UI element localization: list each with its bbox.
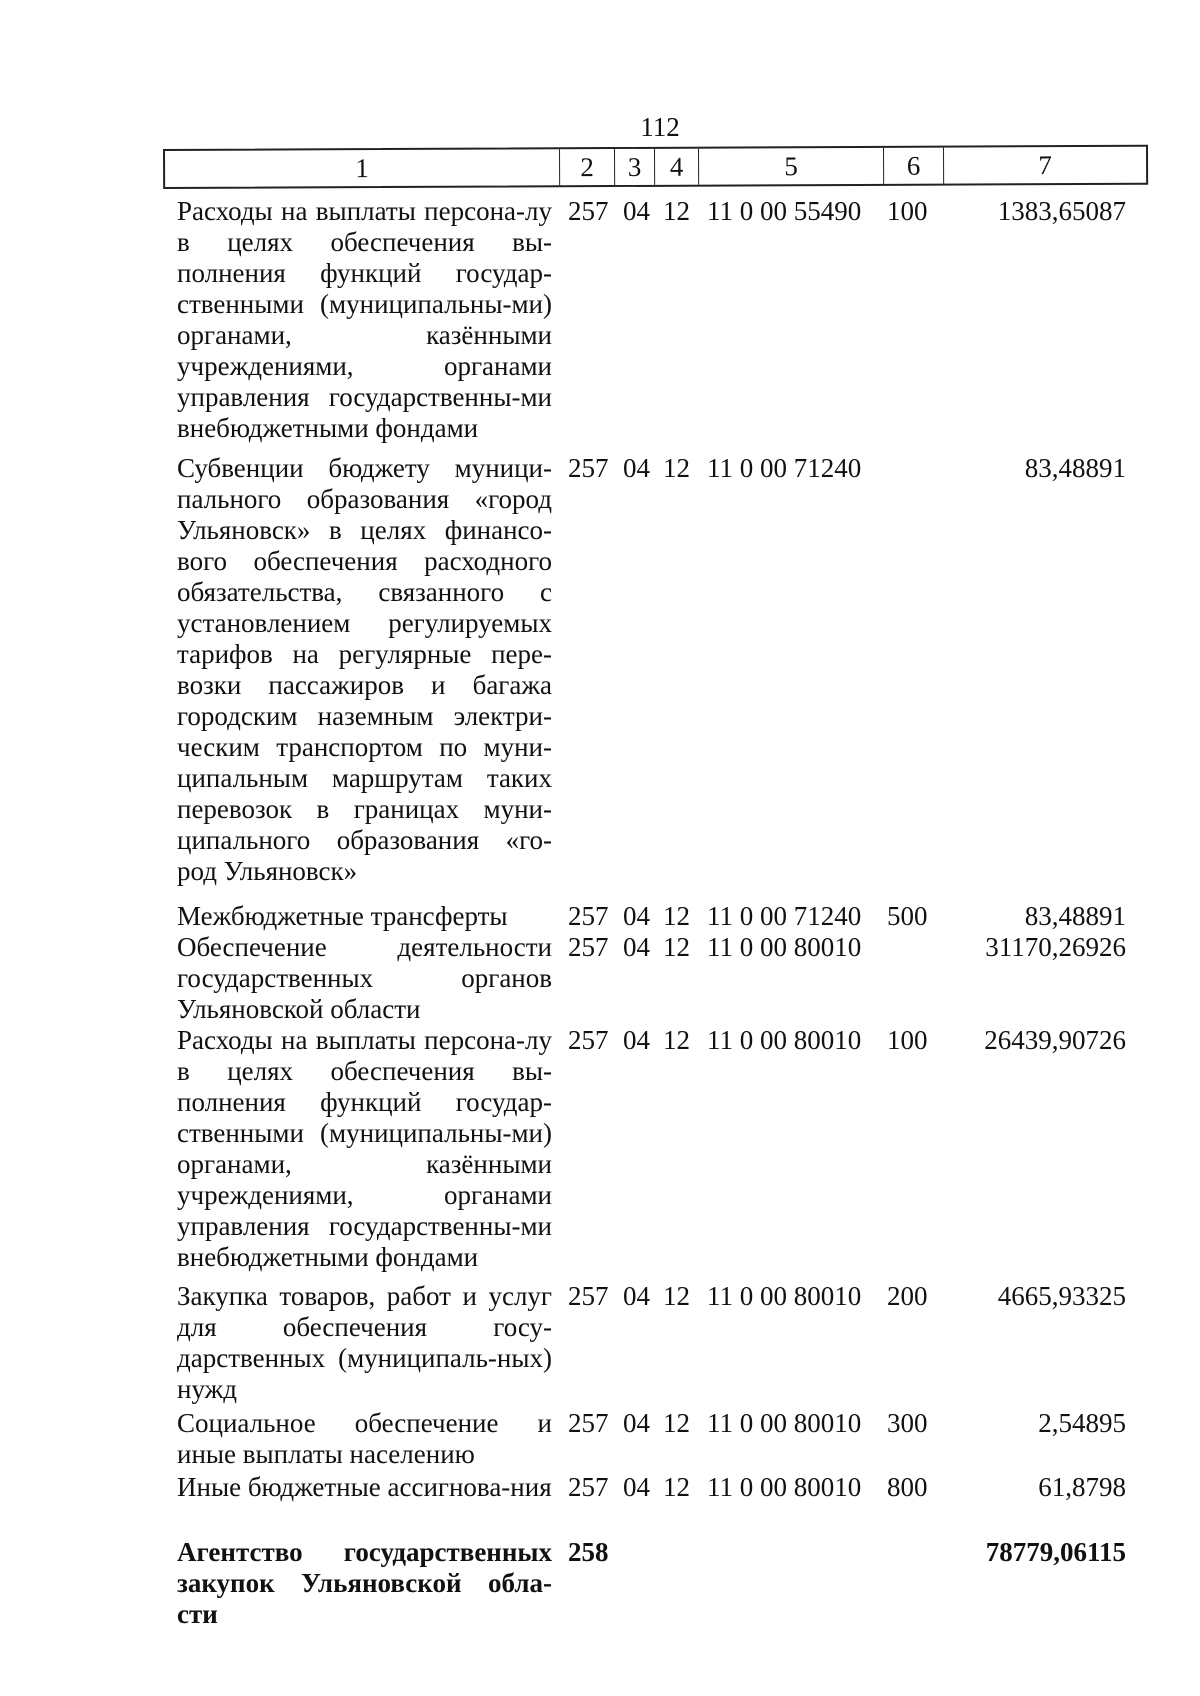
row-col-2: 257 — [568, 196, 609, 226]
row-col-4: 12 — [663, 453, 690, 483]
row-description: Иные бюджетные ассигнова-ния — [177, 1472, 552, 1502]
page-number: 112 — [640, 112, 680, 142]
row-col-4: 12 — [663, 901, 690, 931]
row-col-3: 04 — [623, 1025, 650, 1055]
row-col-2: 257 — [568, 453, 609, 483]
row-col-7: 31170,26926 — [985, 932, 1126, 962]
header-col-2: 2 — [560, 149, 615, 185]
row-description: Обеспечение деятельности государственных органов Ульяновской области — [177, 932, 552, 1024]
row-col-6: 500 — [887, 901, 928, 931]
header-col-7: 7 — [1038, 149, 1052, 180]
row-description: Расходы на выплаты персона-лу в целях обеспечения вы-полнения функций государ-ственными (муниципальны-ми) органами, казёнными учреждениями, органами управления государственны-ми внебюджетными фондами — [177, 1025, 552, 1272]
row-col-2: 258 — [568, 1537, 609, 1567]
row-col-6: 200 — [887, 1281, 928, 1311]
row-col-3: 04 — [623, 901, 650, 931]
row-col-7: 83,48891 — [1024, 901, 1126, 931]
row-col-6: 100 — [887, 1025, 928, 1055]
row-col-4: 12 — [663, 1472, 690, 1502]
table-header — [163, 145, 1148, 189]
row-col-4: 12 — [663, 932, 690, 962]
row-col-4: 12 — [663, 196, 690, 226]
row-col-7: 61,8798 — [1038, 1472, 1126, 1502]
row-col-7: 26439,90726 — [984, 1025, 1126, 1055]
header-col-1: 1 — [165, 149, 560, 187]
row-col-4: 12 — [663, 1281, 690, 1311]
row-col-2: 257 — [568, 1281, 609, 1311]
row-col-5: 11 0 00 80010 — [707, 1281, 862, 1311]
row-col-2: 257 — [568, 1472, 609, 1502]
row-col-7: 1383,65087 — [997, 196, 1126, 226]
row-col-5: 11 0 00 71240 — [707, 901, 862, 931]
header-col-3: 3 — [615, 149, 655, 185]
row-col-6: 800 — [887, 1472, 928, 1502]
row-col-3: 04 — [623, 1281, 650, 1311]
row-col-4: 12 — [663, 1025, 690, 1055]
row-col-7: 2,54895 — [1038, 1408, 1126, 1438]
header-col-4: 4 — [655, 149, 699, 185]
row-col-3: 04 — [623, 453, 650, 483]
row-col-7: 78779,06115 — [985, 1537, 1126, 1567]
header-col-6: 6 — [884, 148, 944, 184]
row-col-7: 4665,93325 — [997, 1281, 1126, 1311]
row-col-6: 100 — [887, 196, 928, 226]
row-col-3: 04 — [623, 196, 650, 226]
row-col-5: 11 0 00 71240 — [707, 453, 862, 483]
row-col-5: 11 0 00 80010 — [707, 1408, 862, 1438]
row-description: Субвенции бюджету муници-пального образования «город Ульяновск» в целях финансо-вого обеспечения расходного обязательства, связанного с установлением регулируемых тарифов на регулярные пере-возки пассажиров и багажа городским наземным электри-ческим транспортом по муни-ципальным маршрутам таких перевозок в границах муни-ципального образования «го-род Ульяновск» — [177, 453, 552, 886]
row-col-3: 04 — [623, 1408, 650, 1438]
row-col-5: 11 0 00 80010 — [707, 1025, 862, 1055]
row-col-3: 04 — [623, 1472, 650, 1502]
row-description: Социальное обеспечение и иные выплаты населению — [177, 1408, 552, 1469]
row-col-2: 257 — [568, 932, 609, 962]
row-col-3: 04 — [623, 932, 650, 962]
row-col-5: 11 0 00 80010 — [707, 932, 862, 962]
row-col-5: 11 0 00 55490 — [707, 196, 862, 226]
row-col-6: 300 — [887, 1408, 928, 1438]
row-description: Агентство государственных закупок Ульяновской обла-сти — [177, 1537, 552, 1629]
row-description: Закупка товаров, работ и услуг для обеспечения госу-дарственных (муниципаль-ных) нужд — [177, 1281, 552, 1404]
row-description: Расходы на выплаты персона-лу в целях обеспечения вы-полнения функций государ-ственными (муниципальны-ми) органами, казёнными учреждениями, органами управления государственны-ми внебюджетными фондами — [177, 196, 552, 443]
row-col-2: 257 — [568, 1408, 609, 1438]
row-description: Межбюджетные трансферты — [177, 901, 508, 931]
row-col-4: 12 — [663, 1408, 690, 1438]
row-col-7: 83,48891 — [1024, 453, 1126, 483]
row-col-2: 257 — [568, 901, 609, 931]
row-col-5: 11 0 00 80010 — [707, 1472, 862, 1502]
row-col-2: 257 — [568, 1025, 609, 1055]
header-col-5: 5 — [699, 148, 884, 185]
